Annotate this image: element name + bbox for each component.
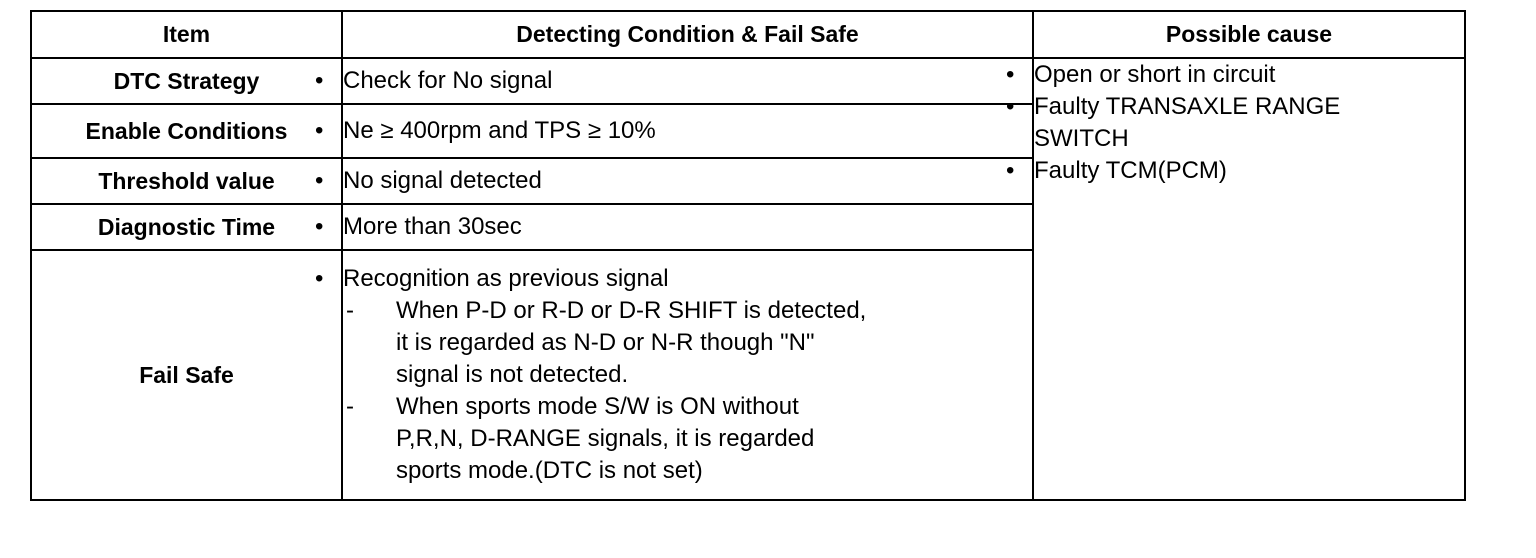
cause-text: Faulty TRANSAXLE RANGE — [1034, 93, 1341, 120]
sub-item — [343, 295, 1032, 391]
possible-cause-cell — [1006, 58, 1465, 500]
bullet-icon: • — [1006, 93, 1015, 120]
bullet-line — [315, 263, 1032, 295]
header-cause: Possible cause — [1033, 11, 1465, 58]
condition-text: Check for No signal — [343, 67, 553, 94]
cause-text: Open or short in circuit — [1034, 61, 1276, 88]
condition-text: No signal detected — [343, 167, 542, 194]
sub-text: When P-D or R-D or D-R SHIFT is detected, — [396, 297, 867, 324]
sub-text: it is regarded as N-D or N-R though "N" — [396, 329, 815, 356]
row-condition — [315, 250, 1033, 500]
row-condition — [315, 204, 1033, 250]
sub-text: signal is not detected. — [396, 361, 629, 388]
header-condition: Detecting Condition & Fail Safe — [342, 11, 1033, 58]
row-condition — [315, 158, 1033, 204]
cause-text: SWITCH — [1034, 125, 1129, 152]
cause-item — [1006, 59, 1464, 91]
bullet-icon: • — [1006, 157, 1015, 184]
row-item-label: DTC Strategy — [31, 58, 342, 104]
bullet-icon: • — [315, 265, 324, 292]
cause-item — [1006, 155, 1464, 187]
condition-text: More than 30sec — [343, 213, 522, 240]
bullet-icon: • — [315, 117, 324, 144]
bullet-line — [315, 165, 1032, 197]
table-row — [31, 58, 1465, 104]
row-item-label: Fail Safe — [31, 250, 342, 500]
bullet-icon: • — [315, 167, 324, 194]
cause-text: Faulty TCM(PCM) — [1034, 157, 1227, 184]
sub-text: P,R,N, D-RANGE signals, it is regarded — [396, 425, 815, 452]
condition-text: Ne ≥ 400rpm and TPS ≥ 10% — [343, 117, 656, 144]
header-item: Item — [31, 11, 342, 58]
dash-icon: - — [346, 297, 354, 324]
row-condition — [315, 104, 1033, 158]
cause-item — [1006, 91, 1464, 155]
sub-text: sports mode.(DTC is not set) — [396, 457, 703, 484]
bullet-icon: • — [1006, 61, 1015, 88]
header-row — [31, 11, 1465, 58]
bullet-icon: • — [315, 67, 324, 94]
sub-text: When sports mode S/W is ON without — [396, 393, 799, 420]
row-item-label: Diagnostic Time — [31, 204, 342, 250]
condition-text: Recognition as previous signal — [343, 265, 669, 292]
bullet-line — [315, 211, 1032, 243]
bullet-line — [315, 65, 1032, 97]
dtc-table — [30, 10, 1466, 501]
row-item-label: Threshold value — [31, 158, 342, 204]
dash-icon: - — [346, 393, 354, 420]
row-item-label: Enable Conditions — [31, 104, 342, 158]
row-condition — [315, 58, 1033, 104]
bullet-icon: • — [315, 213, 324, 240]
sub-item — [343, 391, 1032, 487]
bullet-line — [315, 115, 1032, 147]
